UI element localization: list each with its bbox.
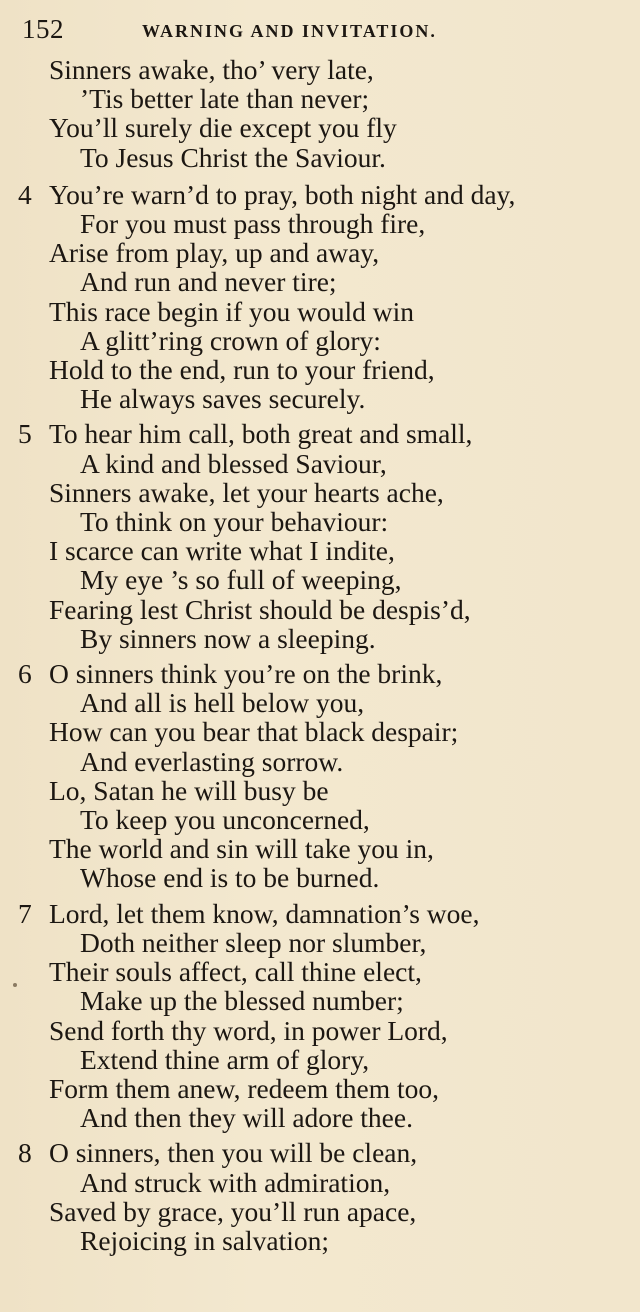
verse-line: ’Tis better late than never; (80, 83, 370, 115)
verse-line: For you must pass through fire, (80, 208, 426, 240)
verse-line: Lo, Satan he will busy be (49, 774, 329, 806)
verse-line: To think on your behaviour: (80, 506, 389, 538)
verse-line: To Jesus Christ the Saviour. (80, 141, 386, 173)
verse-line: How can you bear that black despair; (49, 716, 459, 748)
verse-number: 4 (18, 178, 32, 210)
verse-line: Whose end is to be burned. (80, 862, 380, 894)
verse-line: Make up the blessed number; (80, 985, 404, 1017)
running-head: WARNING AND INVITATION. (142, 21, 437, 41)
verse-line: A glitt’ring crown of glory: (80, 324, 381, 356)
verse-line: Rejoicing in salvation; (80, 1224, 329, 1256)
verse-line: Fearing lest Christ should be despis’d, (49, 593, 471, 625)
verse-line: And struck with admiration, (80, 1166, 391, 1198)
stanza-6 (0, 659, 640, 893)
verse-line: Sinners awake, let your hearts ache, (49, 476, 444, 508)
verse-line: Extend thine arm of glory, (80, 1043, 370, 1075)
verse-line: You’ll surely die except you fly (49, 112, 397, 144)
verse-line: Saved by grace, you’ll run apace, (49, 1195, 417, 1227)
stanza-8 (0, 1138, 640, 1255)
verse-line: Lord, let them know, damnation’s woe, (49, 897, 480, 929)
page-header (22, 12, 622, 52)
verse-number: 6 (18, 658, 32, 690)
verse-line: Their souls affect, call thine elect, (49, 956, 422, 988)
verse-number: 5 (18, 418, 32, 450)
verse-line: And everlasting sorrow. (80, 745, 344, 777)
verse-line: The world and sin will take you in, (49, 833, 434, 865)
verse-number: 8 (18, 1137, 32, 1169)
verse-line: Hold to the end, run to your friend, (49, 354, 435, 386)
verse-line: I scarce can write what I indite, (49, 535, 395, 567)
hymn-text (0, 55, 640, 1261)
verse-line: You’re warn’d to pray, both night and day, (49, 178, 516, 210)
verse-line: By sinners now a sleeping. (80, 622, 376, 654)
verse-line: Send forth thy word, in power Lord, (49, 1014, 448, 1046)
verse-line: He always saves securely. (80, 383, 366, 415)
verse-line: Doth neither sleep nor slumber, (80, 926, 427, 958)
verse-line: My eye ’s so full of weeping, (80, 564, 402, 596)
page-number: 152 (22, 14, 64, 44)
verse-line: And then they will adore thee. (80, 1102, 413, 1134)
verse-line: Form them anew, redeem them too, (49, 1072, 439, 1104)
verse-line: To hear him call, both great and small, (49, 418, 473, 450)
stanza-5 (0, 419, 640, 653)
verse-line: Sinners awake, tho’ very late, (49, 54, 374, 85)
verse-line: O sinners think you’re on the brink, (49, 658, 443, 690)
verse-line: And all is hell below you, (80, 687, 365, 719)
verse-line: And run and never tire; (80, 266, 337, 298)
verse-line: Arise from play, up and away, (49, 237, 380, 269)
stanza-7 (0, 899, 640, 1133)
verse-line: O sinners, then you will be clean, (49, 1137, 418, 1169)
verse-line: To keep you unconcerned, (80, 804, 370, 836)
verse-line: A kind and blessed Saviour, (80, 447, 387, 479)
stanza-continued (0, 55, 640, 172)
verse-number: 7 (18, 897, 32, 929)
stanza-4 (0, 180, 640, 414)
verse-line: This race begin if you would win (49, 295, 415, 327)
ink-speck (13, 983, 17, 987)
